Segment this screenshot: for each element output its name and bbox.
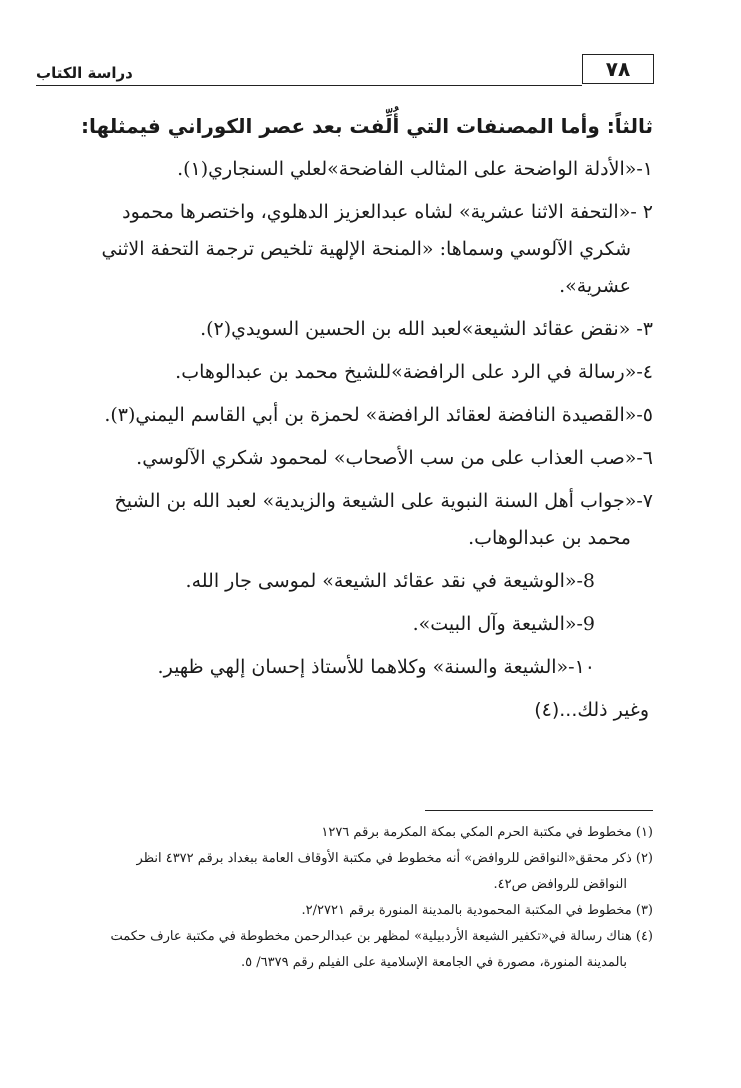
footnote-3 [53, 898, 653, 924]
list-item-line: ٥-«القصيدة النافضة لعقائد الرافضة» لحمزة بن أبي القاسم اليمني(٣). [104, 404, 653, 426]
list-item-line: ٦-«صب العذاب على من سب الأصحاب» لمحمود شكري الآلوسي. [136, 447, 653, 469]
list-item-10: ١٠-«الشيعة والسنة» وكلاهما للأستاذ إحسان إلهي ظهير. [157, 656, 595, 678]
list-item-line: عشرية». [559, 275, 631, 297]
section-heading: ثالثاً: وأما المصنفات التي أُلِّفت بعد عصر الكوراني فيمثلها: [81, 114, 653, 138]
footnote-4 [53, 924, 653, 976]
list-item-line: ٢ -«التحفة الاثنا عشرية» لشاه عبدالعزيز الدهلوي، واختصرها محمود [122, 201, 653, 223]
footnotes [53, 820, 653, 976]
list-item-line: محمد بن عبدالوهاب. [468, 527, 631, 549]
list-item-1 [78, 151, 653, 188]
list-item-4 [78, 354, 653, 391]
list-item-line: ٤-«رسالة في الرد على الرافضة»للشيخ محمد بن عبدالوهاب. [175, 361, 653, 383]
page-header [36, 54, 654, 86]
header-rule [36, 85, 582, 86]
list-item-line: ٧-«جواب أهل السنة النبوية على الشيعة والزيدية» لعبد الله بن الشيخ [114, 490, 653, 512]
list-item-line: ١-«الأدلة الواضحة على المثالب الفاضحة»لعلي السنجاري(١). [177, 158, 653, 180]
footnote-line: (٣) مخطوط في المكتبة المحمودية بالمدينة المنورة برقم ٢/٢٧٢١. [301, 903, 653, 918]
footnote-rule [425, 810, 653, 811]
list-item-3 [78, 311, 653, 348]
running-title: دراسة الكتاب [36, 64, 133, 82]
footnote-line: (٤) هناك رسالة في«تكفير الشيعة الأردبيلية» لمظهر بن عبدالرحمن مخطوطة في مكتبة عارف حكمت [110, 929, 653, 944]
footnote-line: (١) مخطوط في مكتبة الحرم المكي بمكة المكرمة برقم ١٢٧٦ [321, 825, 653, 840]
list-item-2 [78, 194, 653, 305]
list-item-8: 8-«الوشيعة في نقد عقائد الشيعة» لموسى جار الله. [185, 570, 595, 592]
list-item-9: 9-«الشيعة وآل البيت». [412, 613, 595, 635]
list-item-7 [78, 483, 653, 557]
list-item-5 [78, 397, 653, 434]
footnote-2 [53, 846, 653, 898]
list-item-line: ٣- «نقض عقائد الشيعة»لعبد الله بن الحسين السويدي(٢). [200, 318, 653, 340]
footnote-1 [53, 820, 653, 846]
list-item-line: شكري الآلوسي وسماها: «المنحة الإلهية تلخيص ترجمة التحفة الاثني [101, 238, 631, 260]
footnote-line: بالمدينة المنورة، مصورة في الجامعة الإسلامية على الفيلم رقم ٦٣٧٩/ ٥. [241, 955, 627, 970]
main-text [78, 108, 653, 729]
closing-line: وغير ذلك...(٤) [534, 699, 649, 721]
footnote-line: النواقض للروافض ص٤٢. [493, 877, 627, 892]
list-item-6 [78, 440, 653, 477]
footnote-line: (٢) ذكر محقق«النواقض للروافض» أنه مخطوط في مكتبة الأوقاف العامة ببغداد برقم ٤٣٧٢ انظر [136, 851, 653, 866]
page-number: ٧٨ [582, 54, 654, 84]
